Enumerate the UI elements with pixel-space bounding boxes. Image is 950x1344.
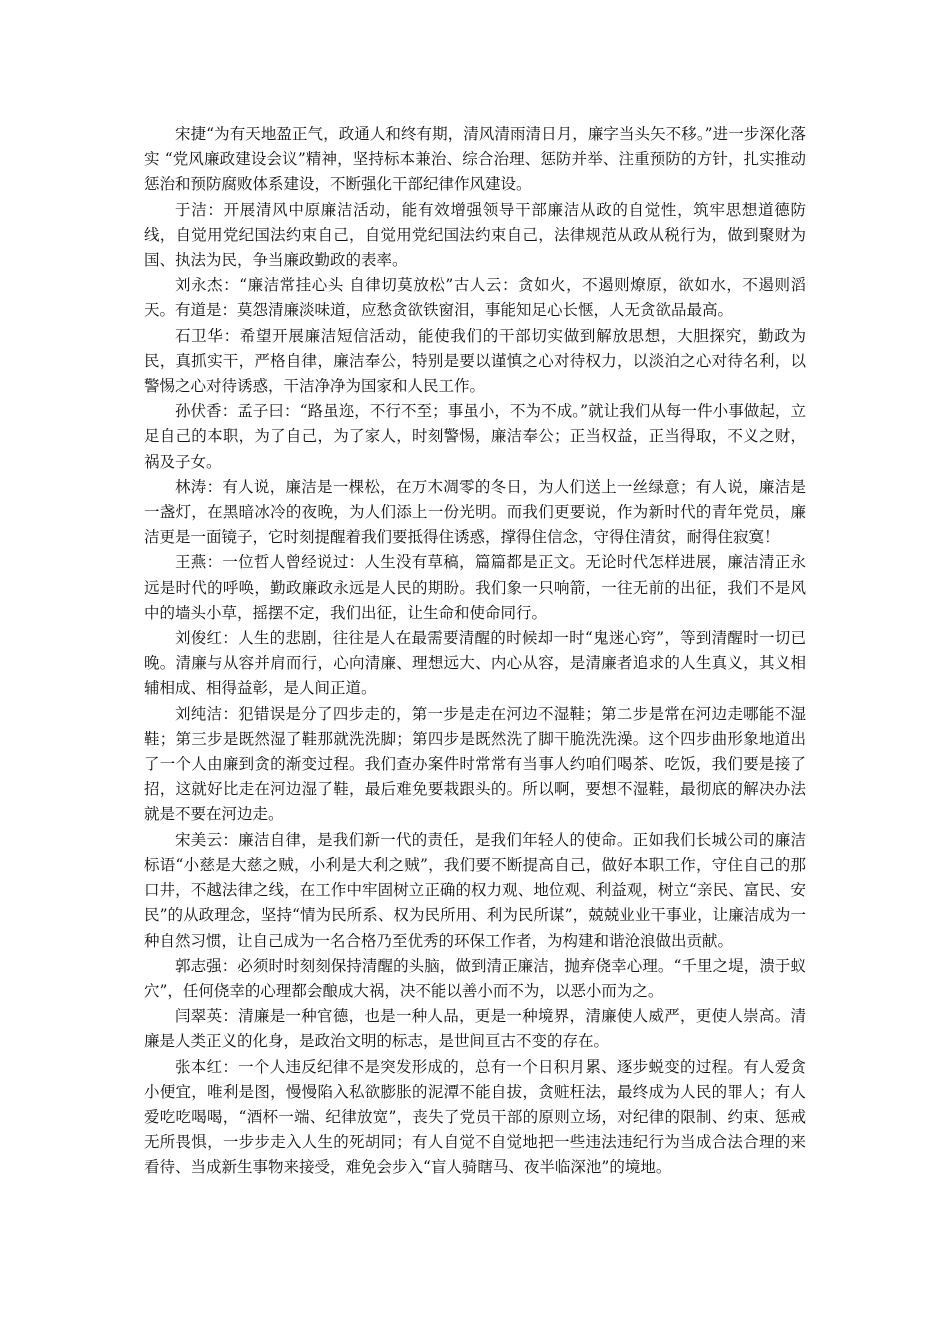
paragraph-shi-weihua: 石卫华：希望开展廉洁短信活动，能使我们的干部切实做到解放思想，大胆探究，勤政为民，真抓实干，严格自律，廉洁奉公，特别是要以谨慎之心对待权力，以淡泊之心对待名利，以警惕之心对待诱惑，干洁净净为国家和人民工作。: [144, 326, 806, 396]
paragraph-liu-junhong: 刘俊红：人生的悲剧，往往是人在最需要清醒的时候却一时“鬼迷心窍”，等到清醒时一切已晚。清廉与从容并肩而行，心向清廉、理想远大、内心从容，是清廉者追求的人生真义，其义相辅相成、相得益彰，是人间正道。: [144, 629, 806, 698]
paragraph-sun-fuxiang: 孙伏香：孟子曰：“路虽迩，不行不至；事虽小，不为不成。”就让我们从每一件小事做起，立足自己的本职，为了自己，为了家人，时刻警惕，廉洁奉公；正当权益，正当得取，不义之财，祸及子女。: [144, 402, 806, 471]
paragraph-song-jie: 宋捷“为有天地盈正气，政通人和终有期，清风清雨清日月，廉字当头矢不移。”进一步深化落实 “党风廉政建设会议”精神，坚持标本兼治、综合治理、惩防并举、注重预防的方针，扎实推动惩治和预防腐败体系建设，不断强化干部纪律作风建设。: [144, 125, 806, 194]
paragraph-yan-cuiying: 闫翠英：清廉是一种官德，也是一种人品，更是一种境界，清廉使人威严，更使人崇高。清廉是人类正义的化身，是政治文明的标志，是世间亘古不变的存在。: [144, 1007, 806, 1051]
paragraph-liu-chunjie: 刘纯洁：犯错误是分了四步走的，第一步是走在河边不湿鞋；第二步是常在河边走哪能不湿鞋；第三步是既然湿了鞋那就洗洗脚；第四步是既然洗了脚干脆洗洗澡。这个四步曲形象地道出了一个人由廉到贪的渐变过程。我们查办案件时常常有当事人约咱们喝茶、吃饭，我们要是接了招，这就好比走在河边湿了鞋，最后难免要栽跟头的。所以啊，要想不湿鞋，最彻底的解决办法就是不要在河边走。: [144, 704, 806, 824]
paragraph-yu-jie: 于洁：开展清风中原廉洁活动，能有效增强领导干部廉洁从政的自觉性，筑牢思想道德防线，自觉用党纪国法约束自己，自觉用党纪国法约束自己，法律规范从政从税行为，做到聚财为国、执法为民，争当廉政勤政的表率。: [144, 200, 806, 270]
paragraph-song-meiyun: 宋美云：廉洁自律，是我们新一代的责任，是我们年轻人的使命。正如我们长城公司的廉洁标语“小慈是大慈之贼，小利是大利之贼”，我们要不断提高自己，做好本职工作，守住自己的那口井，不越法律之线，在工作中牢固树立正确的权力观、地位观、利益观，树立“亲民、富民、安民”的从政理念，坚持“情为民所系、权为民所用、利为民所谋”，兢兢业业干事业，让廉洁成为一种自然习惯，让自己成为一名合格乃至优秀的环保工作者，为构建和谐沧浪做出贡献。: [144, 830, 806, 950]
paragraph-lin-tao: 林涛：有人说，廉洁是一棵松，在万木凋零的冬日，为人们送上一丝绿意；有人说，廉洁是一盏灯，在黑暗冰冷的夜晚，为人们添上一份光明。而我们更要说，作为新时代的青年党员，廉洁更是一面镜子，它时刻提醒着我们要抵得住诱惑，撑得住信念，守得住清贫，耐得住寂寞！: [144, 477, 806, 547]
document-body: [144, 122, 806, 1181]
paragraph-wang-yan: 王燕：一位哲人曾经说过：人生没有草稿，篇篇都是正文。无论时代怎样进展，廉洁清正永远是时代的呼唤，勤政廉政永远是人民的期盼。我们象一只响箭，一往无前的出征，我们不是风中的墙头小草，摇摆不定，我们出征，让生命和使命同行。: [144, 553, 806, 622]
paragraph-liu-yongjie: 刘永杰：“廉洁常挂心头 自律切莫放松”古人云：贪如火，不遏则燎原，欲如水，不遏则滔天。有道是：莫怨清廉淡味道，应愁贪欲铁窗泪，事能知足心长惬，人无贪欲品最高。: [144, 276, 806, 320]
paragraph-guo-zhiqiang: 郭志强：必须时时刻刻保持清醒的头脑，做到清正廉洁，抛弃侥幸心理。“千里之堤，溃于蚁穴”，任何侥幸的心理都会酿成大祸，决不能以善小而不为，以恶小而为之。: [144, 956, 806, 1000]
paragraph-zhang-benhong: 张本红：一个人违反纪律不是突发形成的，总有一个日积月累、逐步蜕变的过程。有人爱贪小便宜，唯利是图，慢慢陷入私欲膨胀的泥潭不能自拔，贪赃枉法，最终成为人民的罪人；有人爱吃吃喝喝，“酒杯一端、纪律放宽”，丧失了党员干部的原则立场，对纪律的限制、约束、惩戒无所畏惧，一步步走入人生的死胡同；有人自觉不自觉地把一些违法违纪行为当成合法合理的来看待、当成新生事物来接受，难免会步入“盲人骑瞎马、夜半临深池”的境地。: [144, 1057, 806, 1177]
